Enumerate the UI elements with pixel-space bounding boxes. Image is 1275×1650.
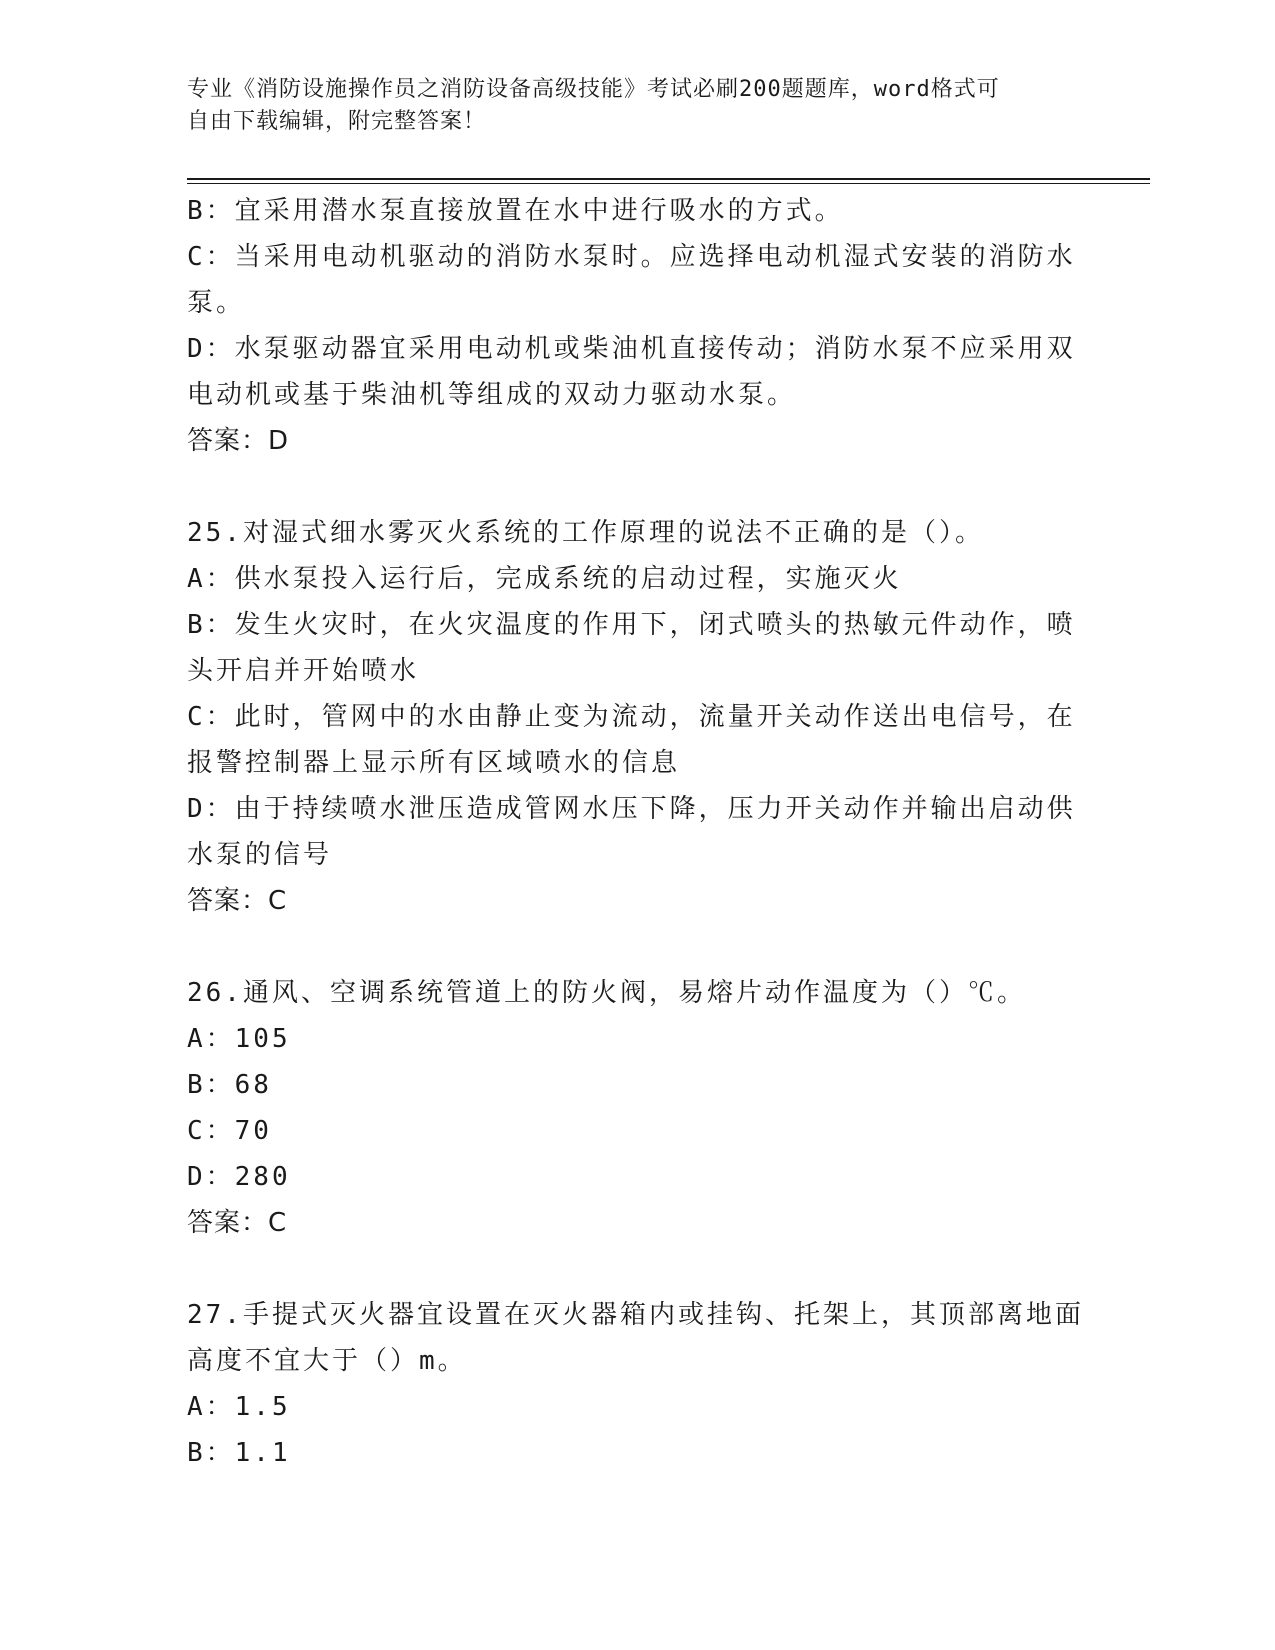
option-c: C：70 [187, 1116, 272, 1146]
question-24 [187, 188, 1087, 464]
option-c: C：此时，管网中的水由静止变为流动，流量开关动作送出电信号，在 [187, 702, 1076, 732]
spacer [187, 464, 1087, 510]
option-c-continued: 报警控制器上显示所有区域喷水的信息 [187, 748, 681, 778]
document-header [187, 74, 1087, 138]
option-b-continued: 头开启并开始喷水 [187, 656, 420, 686]
option-d: D：由于持续喷水泄压造成管网水压下降，压力开关动作并输出启动供 [187, 794, 1076, 824]
option-d: D：280 [187, 1162, 291, 1192]
option-a: A：供水泵投入运行后，完成系统的启动过程，实施灭火 [187, 564, 902, 594]
header-line-2: 自由下载编辑，附完整答案！ [187, 109, 487, 134]
option-b: B：发生火灾时，在火灾温度的作用下，闭式喷头的热敏元件动作，喷 [187, 610, 1076, 640]
answer: 答案：C [187, 886, 288, 916]
option-b: B：宜采用潜水泵直接放置在水中进行吸水的方式。 [187, 196, 844, 226]
option-c-continued: 泵。 [187, 288, 246, 318]
spacer [187, 924, 1087, 970]
answer: 答案：C [187, 1208, 288, 1238]
question-stem: 27.手提式灭火器宜设置在灭火器箱内或挂钩、托架上，其顶部离地面 [187, 1300, 1084, 1330]
header-rule-thick [187, 178, 1150, 180]
option-b: B：1.1 [187, 1438, 291, 1468]
option-b: B：68 [187, 1070, 272, 1100]
question-stem: 25.对湿式细水雾灭火系统的工作原理的说法不正确的是（）。 [187, 518, 984, 548]
answer: 答案：D [187, 426, 290, 456]
question-25 [187, 510, 1087, 924]
option-d-continued: 水泵的信号 [187, 840, 333, 870]
spacer [187, 1246, 1087, 1292]
option-d-continued: 电动机或基于柴油机等组成的双动力驱动水泵。 [187, 380, 797, 410]
option-a: A：105 [187, 1024, 291, 1054]
option-d: D：水泵驱动器宜采用电动机或柴油机直接传动；消防水泵不应采用双 [187, 334, 1076, 364]
option-c: C：当采用电动机驱动的消防水泵时。应选择电动机湿式安装的消防水 [187, 242, 1076, 272]
question-stem-continued: 高度不宜大于（）m。 [187, 1346, 467, 1376]
question-26 [187, 970, 1087, 1246]
question-content [187, 188, 1087, 1476]
question-27 [187, 1292, 1087, 1476]
option-a: A：1.5 [187, 1392, 291, 1422]
question-stem: 26.通风、空调系统管道上的防火阀，易熔片动作温度为（）℃。 [187, 978, 1026, 1008]
header-line-1: 专业《消防设施操作员之消防设备高级技能》考试必刷200题题库，word格式可 [187, 77, 1000, 102]
header-rule-thin [187, 183, 1150, 184]
